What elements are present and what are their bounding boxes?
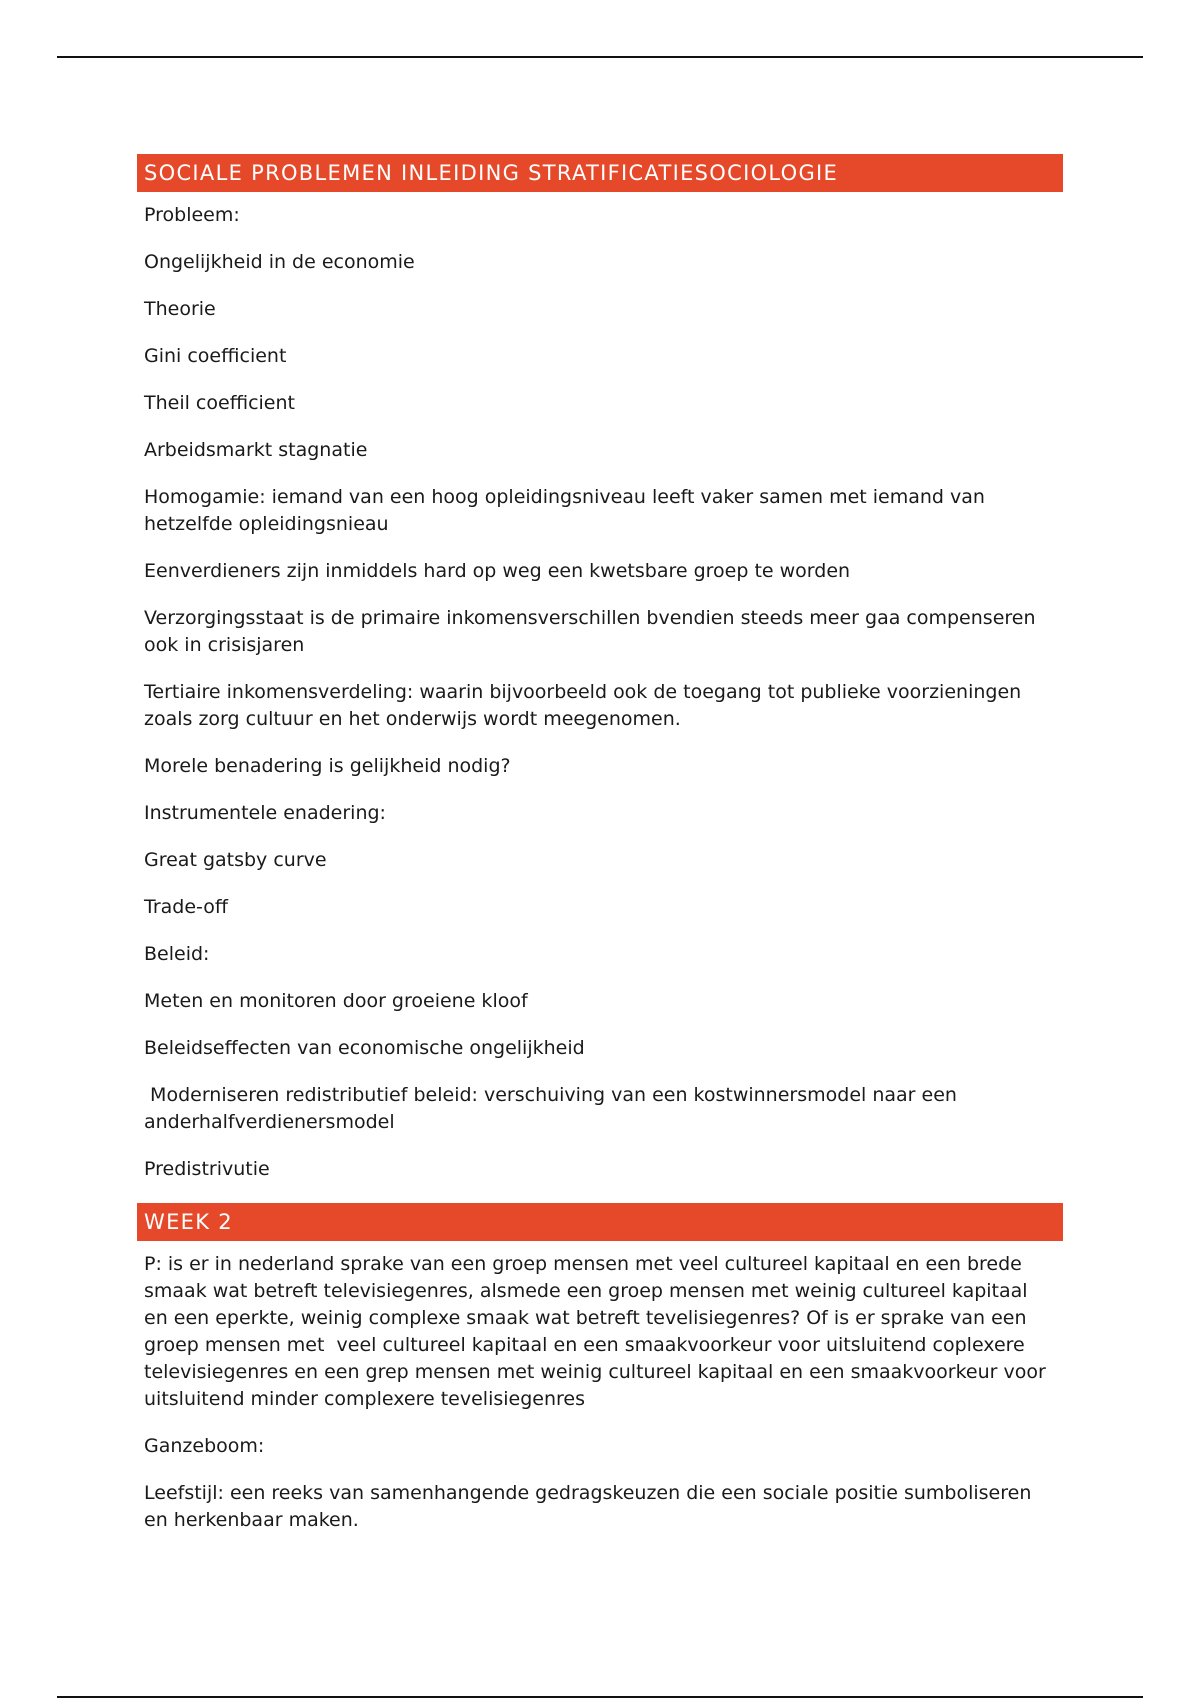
paragraph: Moderniseren redistributief beleid: verschuiving van een kostwinnersmodel naar een anderhalfverdienersmodel	[144, 1084, 963, 1133]
paragraph: Trade-off	[144, 896, 228, 918]
paragraph: Morele benadering is gelijkheid nodig?	[144, 755, 511, 777]
paragraph: Probleem:	[144, 204, 240, 226]
paragraph: Tertiaire inkomensverdeling: waarin bijvoorbeeld ook de toegang tot publieke voorzieningen zoals zorg cultuur en het onderwijs wordt meegenomen.	[144, 681, 1028, 730]
top-rule	[57, 56, 1143, 58]
document-body	[137, 154, 1063, 1554]
section-heading: WEEK 2	[137, 1203, 1063, 1241]
paragraph: Verzorgingsstaat is de primaire inkomensverschillen bvendien steeds meer gaa compenseren ook in crisisjaren	[144, 607, 1042, 656]
paragraph: P: is er in nederland sprake van een groep mensen met veel cultureel kapitaal en een brede smaak wat betreft televisiegenres, alsmede een groep mensen met weinig cultureel kapitaal en een eperkte, weinig complexe smaak wat betreft tevelisiegenres? Of is er sprake van een groep mensen met veel cultureel kapitaal en een smaakvoorkeur voor uitsluitend coplexere televisiegenres en een grep mensen met weinig cultureel kapitaal en een smaakvoorkeur voor uitsluitend minder complexere tevelisiegenres	[144, 1253, 1052, 1410]
paragraph: Arbeidsmarkt stagnatie	[144, 439, 368, 461]
paragraph: Gini coefficient	[144, 345, 287, 367]
paragraph: Meten en monitoren door groeiene kloof	[144, 990, 528, 1012]
paragraph: Homogamie: iemand van een hoog opleidingsniveau leeft vaker samen met iemand van hetzelfde opleidingsnieau	[144, 486, 992, 535]
section-heading: SOCIALE PROBLEMEN INLEIDING STRATIFICATIESOCIOLOGIE	[137, 154, 1063, 192]
paragraph: Eenverdieners zijn inmiddels hard op weg een kwetsbare groep te worden	[144, 560, 851, 582]
section-week-2	[137, 1203, 1063, 1534]
paragraph: Ongelijkheid in de economie	[144, 251, 415, 273]
paragraph: Instrumentele enadering:	[144, 802, 386, 824]
paragraph: Great gatsby curve	[144, 849, 327, 871]
paragraph: Theorie	[144, 298, 216, 320]
paragraph: Ganzeboom:	[144, 1435, 265, 1457]
paragraph: Leefstijl: een reeks van samenhangende gedragskeuzen die een sociale positie sumboliseren en herkenbaar maken.	[144, 1482, 1038, 1531]
bottom-rule	[57, 1696, 1143, 1698]
paragraph: Beleid:	[144, 943, 210, 965]
paragraph: Beleidseffecten van economische ongelijkheid	[144, 1037, 585, 1059]
paragraph: Theil coefficient	[144, 392, 295, 414]
paragraph: Predistrivutie	[144, 1158, 270, 1180]
section-sociale-problemen	[137, 154, 1063, 1183]
